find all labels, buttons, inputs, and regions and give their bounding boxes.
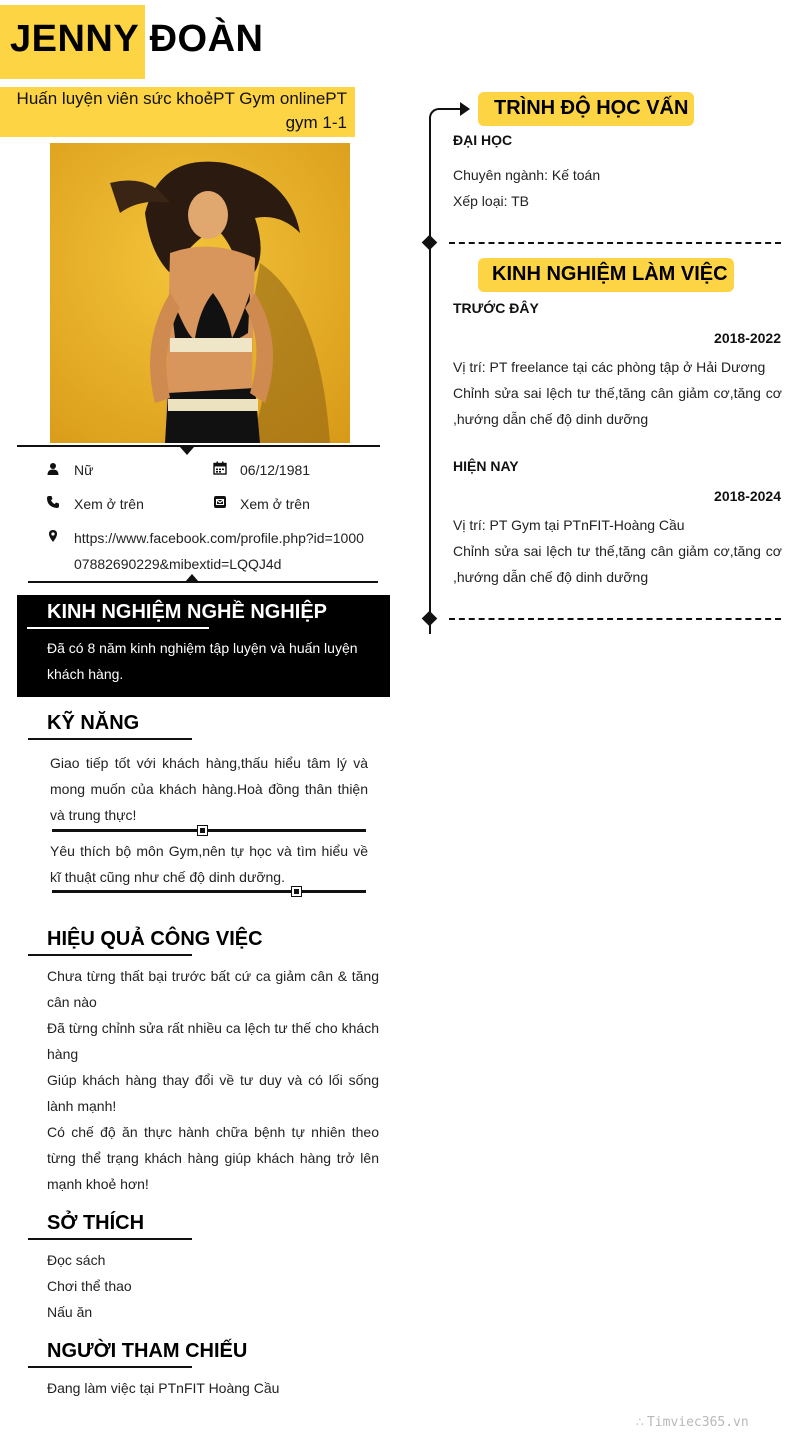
education-school: ĐẠI HỌC <box>453 132 513 148</box>
education-dashed-divider <box>449 242 781 244</box>
job-2-period: 2018-2024 <box>714 488 781 504</box>
hobby-item: Đọc sách <box>47 1252 106 1268</box>
timeline-node-diamond-icon <box>422 235 438 251</box>
skill-item-1-text: Giao tiếp tốt với khách hàng,thấu hiểu tâm lý và mong muốn của khách hàng.Hoà đồng thân thiện và trung thực! <box>50 755 368 823</box>
job-title: Huấn luyện viên sức khoẻPT Gym onlinePT gym 1-1 <box>16 89 347 132</box>
hobbies-title-underline <box>28 1238 192 1240</box>
job-2-label: HIỆN NAY <box>453 458 519 474</box>
career-title-underline <box>27 627 209 629</box>
calendar-icon <box>213 461 227 480</box>
skill-item-2-text: Yêu thích bộ môn Gym,nên tự học và tìm hiểu về kĩ thuật cũng như chế độ dinh dưỡng. <box>50 843 368 885</box>
performance-item: Chưa từng thất bại trước bất cứ ca giảm cân & tăng cân nào <box>47 968 379 1010</box>
skill-item-2-level-knob <box>291 886 302 897</box>
phone-value: Xem ở trên <box>74 496 144 512</box>
career-text: Đã có 8 năm kinh nghiệm tập luyện và huấn luyện khách hàng. <box>47 640 358 682</box>
experience-title: KINH NGHIỆM LÀM VIỆC <box>492 263 728 285</box>
user-icon <box>46 462 60 481</box>
watermark <box>636 1413 749 1431</box>
job-2-position: Vị trí: PT Gym tại PTnFIT-Hoàng Cầu <box>453 517 685 533</box>
watermark-text: Timviec365.vn <box>646 1415 749 1430</box>
profile-photo <box>50 143 350 443</box>
performance-item: Đã từng chỉnh sửa rất nhiều ca lệch tư thế cho khách hàng <box>47 1020 379 1062</box>
experience-dashed-divider <box>449 618 781 620</box>
skill-item-2-bar <box>52 890 366 893</box>
email-value: Xem ở trên <box>240 496 310 512</box>
career-section <box>17 595 390 697</box>
divider-arrow-up-icon <box>185 574 199 582</box>
skills-title: KỸ NĂNG <box>47 712 140 734</box>
candidate-name: JENNY ĐOÀN <box>10 18 264 60</box>
job-1-description: Chỉnh sửa sai lệch tư thế,tăng cân giảm cơ,tăng cơ ,hướng dẫn chế độ dinh dưỡng <box>453 385 782 427</box>
job-1-period: 2018-2022 <box>714 330 781 346</box>
performance-item: Giúp khách hàng thay đổi về tư duy và có lối sống lành mạnh! <box>47 1072 379 1114</box>
skills-title-underline <box>28 738 192 740</box>
performance-title-underline <box>28 954 192 956</box>
job-1-position: Vị trí: PT freelance tại các phòng tập ở Hải Dương <box>453 359 766 375</box>
skill-item-1-bar <box>52 829 366 832</box>
education-major: Chuyên ngành: Kế toán <box>453 167 601 183</box>
job-2-description: Chỉnh sửa sai lệch tư thế,tăng cân giảm cơ,tăng cơ ,hướng dẫn chế độ dinh dưỡng <box>453 543 782 585</box>
hobby-item: Nấu ăn <box>47 1304 93 1320</box>
performance-item: Có chế độ ăn thực hành chữa bệnh tự nhiên theo từng thể trạng khách hàng giúp khách hàng trở lên mạnh khoẻ hơn! <box>47 1124 379 1192</box>
timeline-line <box>429 118 431 634</box>
contact-bottom-divider <box>28 581 378 583</box>
gender-value: Nữ <box>74 462 94 478</box>
performance-list <box>47 963 379 1197</box>
website-link[interactable]: https://www.facebook.com/profile.php?id=100007882690229&mibextid=LQQJ4d <box>74 530 364 572</box>
divider-arrow-down-icon <box>180 447 194 455</box>
references-title-underline <box>28 1366 192 1368</box>
timeline-arrow-shaft <box>441 108 461 110</box>
references-title: NGƯỜI THAM CHIẾU <box>47 1340 248 1362</box>
education-rank: Xếp loại: TB <box>453 193 530 209</box>
hobbies-list <box>47 1247 379 1325</box>
watermark-dots-icon: ∴ <box>636 1415 647 1429</box>
email-icon <box>213 495 227 514</box>
hobby-item: Chơi thể thao <box>47 1278 132 1294</box>
career-title: KINH NGHIỆM NGHỀ NGHIỆP <box>47 601 328 623</box>
hobbies-title: SỞ THÍCH <box>47 1212 145 1234</box>
birthday-value: 06/12/1981 <box>240 462 311 478</box>
education-title: TRÌNH ĐỘ HỌC VẤN <box>494 97 689 119</box>
skill-item-1-level-knob <box>197 825 208 836</box>
contact-top-divider <box>17 445 380 447</box>
timeline-arrow-icon <box>460 102 470 116</box>
references-text: Đang làm việc tại PTnFIT Hoàng Cầu <box>47 1380 280 1396</box>
location-pin-icon <box>46 529 60 548</box>
phone-icon <box>46 495 60 514</box>
timeline-node-diamond-icon <box>422 611 438 627</box>
performance-title: HIỆU QUẢ CÔNG VIỆC <box>47 928 263 950</box>
job-1-label: TRƯỚC ĐÂY <box>453 300 539 316</box>
